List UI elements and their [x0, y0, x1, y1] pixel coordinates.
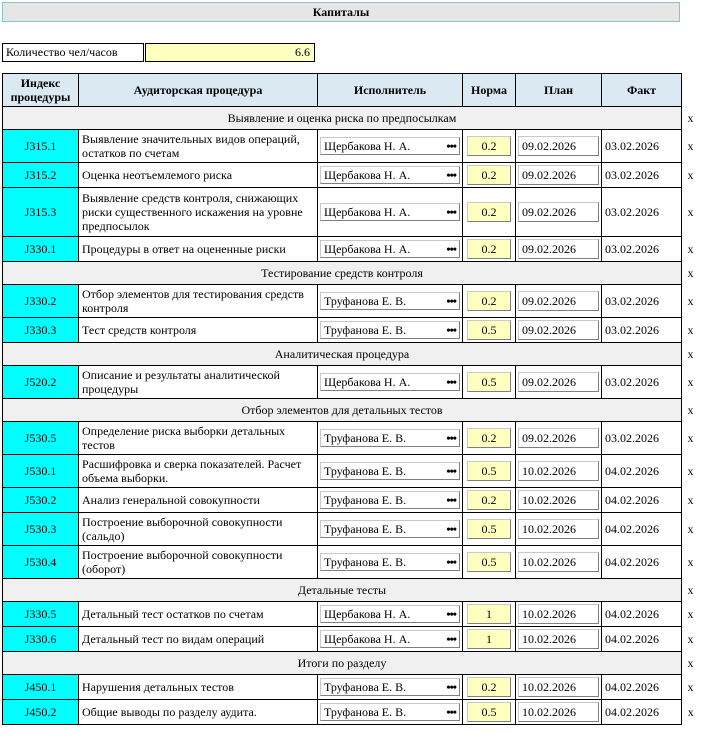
more-options-icon[interactable]: ••• — [446, 521, 456, 536]
table-row — [3, 366, 700, 399]
plan-date-input[interactable]: 09.02.2026 — [518, 202, 599, 222]
remove-section-button[interactable]: x — [687, 265, 694, 280]
fact-date: 04.02.2026 — [602, 546, 682, 579]
executor-name: Щербакова Н. А. — [324, 606, 411, 621]
table-row — [3, 163, 700, 188]
table-row — [3, 675, 700, 700]
procedure-index[interactable]: J530.4 — [3, 546, 79, 579]
fact-date: 04.02.2026 — [602, 488, 682, 513]
norm-input[interactable]: 0.2 — [467, 428, 511, 448]
table-row — [3, 130, 700, 163]
header-index: Индекс процедуры — [3, 74, 79, 107]
executor-name: Щербакова Н. А. — [324, 241, 411, 256]
more-options-icon[interactable]: ••• — [446, 293, 456, 308]
section-row — [3, 343, 700, 366]
fact-date: 03.02.2026 — [602, 237, 682, 262]
more-options-icon[interactable]: ••• — [446, 704, 456, 719]
procedure-index[interactable]: J530.3 — [3, 513, 79, 546]
fact-date: 03.02.2026 — [602, 285, 682, 318]
procedure-index[interactable]: J330.3 — [3, 318, 79, 343]
remove-row-button[interactable]: x — [687, 463, 694, 478]
norm-input[interactable]: 0.5 — [467, 519, 511, 539]
remove-section-button[interactable]: x — [687, 402, 694, 417]
table-row — [3, 700, 700, 725]
procedure-name: Описание и результаты аналитической процедуры — [79, 366, 318, 399]
table-row — [3, 488, 700, 513]
norm-input[interactable]: 1 — [467, 604, 511, 624]
plan-date-input[interactable]: 09.02.2026 — [518, 136, 599, 156]
plan-date-input[interactable]: 10.02.2026 — [518, 629, 599, 649]
section-row — [3, 262, 700, 285]
plan-date-input[interactable]: 10.02.2026 — [518, 604, 599, 624]
plan-date-input[interactable]: 09.02.2026 — [518, 165, 599, 185]
executor-field[interactable] — [320, 137, 460, 155]
header-plan: План — [516, 74, 602, 107]
procedure-name: Нарушения детальных тестов — [79, 675, 318, 700]
executor-field[interactable] — [320, 240, 460, 258]
procedure-index[interactable]: J315.2 — [3, 163, 79, 188]
executor-name: Труфанова Е. В. — [324, 430, 407, 445]
plan-date-input[interactable]: 10.02.2026 — [518, 461, 599, 481]
executor-name: Труфанова Е. В. — [324, 521, 407, 536]
executor-field[interactable] — [320, 203, 460, 221]
fact-date: 04.02.2026 — [602, 627, 682, 652]
procedure-name: Выявление значительных видов операций, остатков по счетам — [79, 130, 318, 163]
header-executor: Исполнитель — [318, 74, 463, 107]
section-row — [3, 579, 700, 602]
fact-date: 03.02.2026 — [602, 366, 682, 399]
executor-name: Труфанова Е. В. — [324, 293, 407, 308]
hours-value[interactable]: 6.6 — [145, 43, 315, 62]
procedure-name: Построение выборочной совокупности (сальдо) — [79, 513, 318, 546]
table-row — [3, 546, 700, 579]
procedure-index[interactable]: J450.2 — [3, 700, 79, 725]
header-fact: Факт — [602, 74, 682, 107]
fact-date: 04.02.2026 — [602, 513, 682, 546]
plan-date-input[interactable]: 10.02.2026 — [518, 702, 599, 722]
plan-date-input[interactable]: 09.02.2026 — [518, 291, 599, 311]
executor-name: Труфанова Е. В. — [324, 322, 407, 337]
remove-row-button[interactable]: x — [687, 241, 694, 256]
norm-input[interactable]: 0.5 — [467, 552, 511, 572]
remove-section-button[interactable]: x — [687, 110, 694, 125]
procedure-index[interactable]: J520.2 — [3, 366, 79, 399]
norm-input[interactable]: 0.5 — [467, 702, 511, 722]
table-row — [3, 188, 700, 237]
procedure-name: Отбор элементов для тестирования средств контроля — [79, 285, 318, 318]
executor-field[interactable] — [320, 462, 460, 480]
plan-date-input[interactable]: 09.02.2026 — [518, 428, 599, 448]
table-row — [3, 627, 700, 652]
executor-name: Труфанова Е. В. — [324, 554, 407, 569]
more-options-icon[interactable]: ••• — [446, 167, 456, 182]
remove-row-button[interactable]: x — [687, 167, 694, 182]
more-options-icon[interactable]: ••• — [446, 241, 456, 256]
page-title: Капиталы — [2, 2, 680, 22]
executor-field[interactable] — [320, 429, 460, 447]
procedure-index[interactable]: J530.5 — [3, 422, 79, 455]
remove-row-button[interactable]: x — [687, 554, 694, 569]
table-row — [3, 602, 700, 627]
executor-field[interactable] — [320, 605, 460, 623]
table-row — [3, 422, 700, 455]
executor-name: Щербакова Н. А. — [324, 138, 411, 153]
table-row — [3, 285, 700, 318]
table-row — [3, 237, 700, 262]
procedures-table — [2, 73, 700, 725]
remove-row-button[interactable]: x — [687, 374, 694, 389]
norm-input[interactable]: 1 — [467, 629, 511, 649]
plan-date-input[interactable]: 09.02.2026 — [518, 239, 599, 259]
section-title: Тестирование средств контроля — [3, 262, 682, 285]
fact-date: 03.02.2026 — [602, 163, 682, 188]
procedure-index[interactable]: J530.1 — [3, 455, 79, 488]
procedure-index[interactable]: J315.1 — [3, 130, 79, 163]
procedure-index[interactable]: J330.5 — [3, 602, 79, 627]
executor-field[interactable] — [320, 520, 460, 538]
remove-row-button[interactable]: x — [687, 679, 694, 694]
more-options-icon[interactable]: ••• — [446, 138, 456, 153]
norm-input[interactable]: 0.2 — [467, 677, 511, 697]
section-row — [3, 399, 700, 422]
procedure-name: Выявление средств контроля, снижающих риски существенного искажения на уровне предпосылок — [79, 188, 318, 237]
more-options-icon[interactable]: ••• — [446, 631, 456, 646]
procedure-name: Определение риска выборки детальных тестов — [79, 422, 318, 455]
remove-row-button[interactable]: x — [687, 293, 694, 308]
procedure-name: Анализ генеральной совокупности — [79, 488, 318, 513]
header-procedure: Аудиторская процедура — [79, 74, 318, 107]
plan-date-input[interactable]: 10.02.2026 — [518, 677, 599, 697]
procedure-index[interactable]: J330.6 — [3, 627, 79, 652]
executor-name: Щербакова Н. А. — [324, 204, 411, 219]
table-row — [3, 455, 700, 488]
procedure-name: Построение выборочной совокупности (оборот) — [79, 546, 318, 579]
executor-field[interactable] — [320, 630, 460, 648]
section-row — [3, 107, 700, 130]
fact-date: 04.02.2026 — [602, 675, 682, 700]
section-title: Выявление и оценка риска по предпосылкам — [3, 107, 682, 130]
more-options-icon[interactable]: ••• — [446, 322, 456, 337]
more-options-icon[interactable]: ••• — [446, 374, 456, 389]
procedure-index[interactable]: J450.1 — [3, 675, 79, 700]
procedure-index[interactable]: J530.2 — [3, 488, 79, 513]
procedure-index[interactable]: J330.2 — [3, 285, 79, 318]
header-norm: Норма — [463, 74, 516, 107]
plan-date-input[interactable]: 09.02.2026 — [518, 372, 599, 392]
norm-input[interactable]: 0.5 — [467, 320, 511, 340]
executor-field[interactable] — [320, 292, 460, 310]
procedure-index[interactable]: J330.1 — [3, 237, 79, 262]
remove-row-button[interactable]: x — [687, 521, 694, 536]
executor-field[interactable] — [320, 321, 460, 339]
remove-row-button[interactable]: x — [687, 704, 694, 719]
fact-date: 04.02.2026 — [602, 455, 682, 488]
procedure-index[interactable]: J315.3 — [3, 188, 79, 237]
norm-input[interactable]: 0.2 — [467, 291, 511, 311]
fact-date: 03.02.2026 — [602, 318, 682, 343]
remove-section-button[interactable]: x — [687, 346, 694, 361]
more-options-icon[interactable]: ••• — [446, 430, 456, 445]
executor-field[interactable] — [320, 491, 460, 509]
remove-row-button[interactable]: x — [687, 492, 694, 507]
procedure-name: Процедуры в ответ на оцененные риски — [79, 237, 318, 262]
plan-date-input[interactable]: 09.02.2026 — [518, 320, 599, 340]
plan-date-input[interactable]: 10.02.2026 — [518, 490, 599, 510]
fact-date: 04.02.2026 — [602, 700, 682, 725]
hours-label: Количество чел/часов — [2, 43, 144, 62]
more-options-icon[interactable]: ••• — [446, 463, 456, 478]
executor-field[interactable] — [320, 553, 460, 571]
executor-field[interactable] — [320, 166, 460, 184]
remove-section-button[interactable]: x — [687, 582, 694, 597]
more-options-icon[interactable]: ••• — [446, 554, 456, 569]
section-row — [3, 652, 700, 675]
section-title: Отбор элементов для детальных тестов — [3, 399, 682, 422]
executor-name: Труфанова Е. В. — [324, 679, 407, 694]
executor-name: Труфанова Е. В. — [324, 492, 407, 507]
procedure-name: Общие выводы по разделу аудита. — [79, 700, 318, 725]
executor-name: Труфанова Е. В. — [324, 463, 407, 478]
fact-date: 03.02.2026 — [602, 188, 682, 237]
table-row — [3, 513, 700, 546]
executor-field[interactable] — [320, 703, 460, 721]
remove-row-button[interactable]: x — [687, 606, 694, 621]
more-options-icon[interactable]: ••• — [446, 606, 456, 621]
remove-row-button[interactable]: x — [687, 322, 694, 337]
procedure-name: Детальный тест остатков по счетам — [79, 602, 318, 627]
executor-name: Труфанова Е. В. — [324, 704, 407, 719]
remove-row-button[interactable]: x — [687, 204, 694, 219]
procedure-name: Расшифровка и сверка показателей. Расчет объема выборки. — [79, 455, 318, 488]
section-title: Детальные тесты — [3, 579, 682, 602]
norm-input[interactable]: 0.2 — [467, 239, 511, 259]
more-options-icon[interactable]: ••• — [446, 679, 456, 694]
table-row — [3, 318, 700, 343]
executor-field[interactable] — [320, 678, 460, 696]
fact-date: 03.02.2026 — [602, 130, 682, 163]
fact-date: 04.02.2026 — [602, 602, 682, 627]
norm-input[interactable]: 0.5 — [467, 461, 511, 481]
remove-row-button[interactable]: x — [687, 631, 694, 646]
procedure-name: Детальный тест по видам операций — [79, 627, 318, 652]
executor-name: Щербакова Н. А. — [324, 631, 411, 646]
procedure-name: Оценка неотъемлемого риска — [79, 163, 318, 188]
remove-section-button[interactable]: x — [687, 655, 694, 670]
section-title: Аналитическая процедура — [3, 343, 682, 366]
more-options-icon[interactable]: ••• — [446, 492, 456, 507]
remove-row-button[interactable]: x — [687, 430, 694, 445]
fact-date: 03.02.2026 — [602, 422, 682, 455]
executor-field[interactable] — [320, 373, 460, 391]
norm-input[interactable]: 0.2 — [467, 202, 511, 222]
norm-input[interactable]: 0.2 — [467, 165, 511, 185]
norm-input[interactable]: 0.5 — [467, 372, 511, 392]
norm-input[interactable]: 0.2 — [467, 136, 511, 156]
remove-row-button[interactable]: x — [687, 138, 694, 153]
plan-date-input[interactable]: 10.02.2026 — [518, 519, 599, 539]
more-options-icon[interactable]: ••• — [446, 204, 456, 219]
norm-input[interactable]: 0.2 — [467, 490, 511, 510]
procedure-name: Тест средств контроля — [79, 318, 318, 343]
plan-date-input[interactable]: 10.02.2026 — [518, 552, 599, 572]
executor-name: Щербакова Н. А. — [324, 167, 411, 182]
section-title: Итоги по разделу — [3, 652, 682, 675]
executor-name: Щербакова Н. А. — [324, 374, 411, 389]
